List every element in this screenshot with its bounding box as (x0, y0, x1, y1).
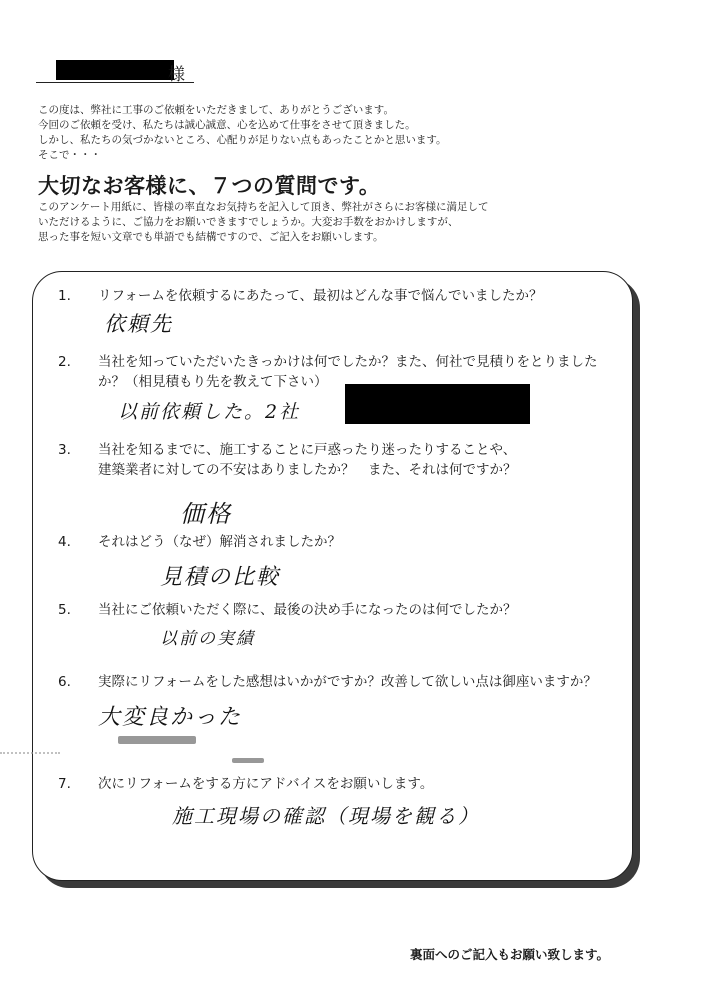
description-text (38, 200, 488, 245)
redacted-name (56, 60, 174, 80)
scan-artifact (0, 752, 60, 754)
redacted-answer (345, 384, 530, 424)
intro-line: 今回のご依頼を受け、私たちは誠心誠意、心を込めて仕事をさせて頂きました。 (38, 119, 416, 131)
description-line: このアンケート用紙に、皆様の率直なお気持ちを記入して頂き、弊社がさらにお客様に満足して (38, 201, 489, 213)
answer-6-handwritten: 大変良かった (98, 705, 243, 730)
intro-line: この度は、弊社に工事のご依頼をいただきまして、ありがとうございます。 (38, 104, 394, 116)
question-number: 3. (58, 442, 71, 458)
description-line: 思った事を短い文章でも単語でも結構ですので、ご記入をお願いします。 (38, 231, 384, 243)
question-number: 5. (58, 602, 71, 618)
answer-7-handwritten: 施工現場の確認（現場を観る） (172, 804, 480, 828)
question-number: 1. (58, 288, 71, 304)
headline: 大切なお客様に、７つの質問です。 (38, 174, 381, 198)
honorific: 様 (168, 65, 185, 85)
question-number: 7. (58, 776, 71, 792)
question-text: 当社を知っていただいたきっかけは何でしたか？また、何社で見積りをとりました (98, 354, 598, 370)
question-number: 2. (58, 354, 71, 370)
question-number: 4. (58, 534, 71, 550)
question-text: 次にリフォームをする方にアドバイスをお願いします。 (98, 776, 434, 792)
footer-note: 裏面へのご記入もお願い致します。 (410, 947, 610, 962)
question-text: リフォームを依頼するにあたって、最初はどんな事で悩んでいましたか？ (98, 288, 543, 304)
answer-1-handwritten: 依頼先 (104, 312, 173, 336)
description-line: いただけるように、ご協力をお願いできますでしょうか。大変お手数をおかけしますが、 (38, 216, 459, 228)
answer-4-handwritten: 見積の比較 (160, 565, 281, 590)
answer-2-handwritten: 以前依頼した。2社 (118, 401, 301, 423)
scan-smudge (232, 758, 264, 763)
answer-5-handwritten: 以前の実績 (160, 629, 255, 649)
scan-smudge (118, 736, 196, 744)
question-text: 建築業者に対しての不安はありましたか？ また、それは何ですか？ (98, 462, 517, 478)
question-number: 6. (58, 674, 71, 690)
intro-text (38, 103, 447, 163)
intro-line: しかし、私たちの気づかないところ、心配りが足りない点もあったことかと思います。 (38, 134, 447, 146)
question-text: それはどう（なぜ）解消されましたか？ (98, 534, 341, 550)
answer-3-handwritten: 価格 (180, 500, 232, 528)
question-text: 当社を知るまでに、施工することに戸惑ったり迷ったりすることや、 (98, 442, 517, 458)
intro-line: そこで・・・ (38, 149, 101, 161)
question-text: 実際にリフォームをした感想はいかがですか？改善して欲しい点は御座いますか？ (98, 674, 597, 690)
question-text: か？（相見積もり先を教えて下さい） (98, 374, 328, 390)
question-text: 当社にご依頼いただく際に、最後の決め手になったのは何でしたか？ (98, 602, 517, 618)
